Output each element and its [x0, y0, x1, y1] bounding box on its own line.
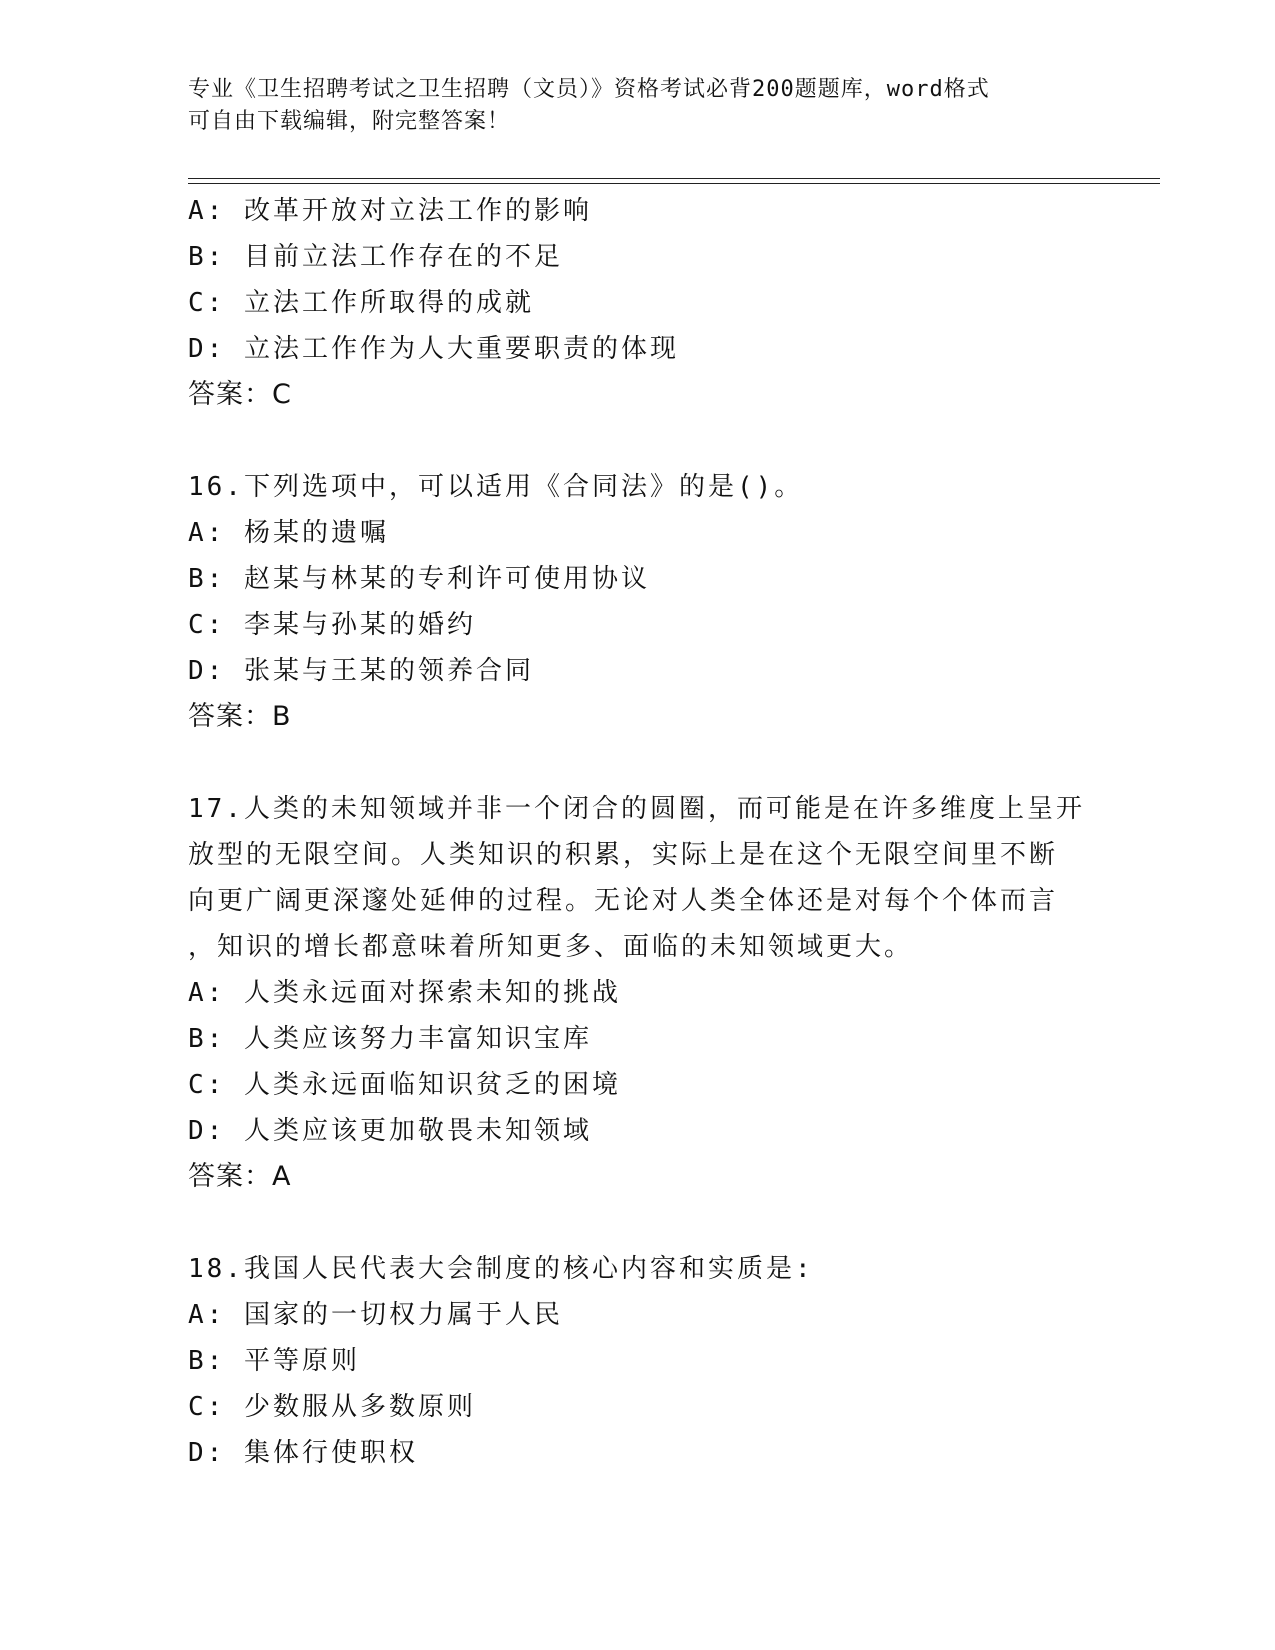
- question-17: [188, 786, 1088, 1200]
- q17-option-b: B: 人类应该努力丰富知识宝库: [188, 1024, 592, 1054]
- document-header: [188, 74, 1068, 138]
- question-15: [188, 188, 1088, 418]
- q15-option-d: D: 立法工作作为人大重要职责的体现: [188, 334, 679, 364]
- q16-option-b: B: 赵某与林某的专利许可使用协议: [188, 564, 650, 594]
- q15-option-c: C: 立法工作所取得的成就: [188, 288, 534, 318]
- question-18: [188, 1246, 1088, 1476]
- q17-answer: 答案：A: [188, 1161, 292, 1192]
- header-line-2: 可自由下载编辑，附完整答案！: [188, 109, 511, 134]
- q15-answer: 答案：C: [188, 379, 292, 410]
- q17-option-a: A: 人类永远面对探索未知的挑战: [188, 978, 621, 1008]
- q17-option-c: C: 人类永远面临知识贫乏的困境: [188, 1070, 621, 1100]
- q18-stem: 18.我国人民代表大会制度的核心内容和实质是:: [188, 1254, 814, 1284]
- spacer: [188, 740, 1088, 786]
- spacer: [188, 1200, 1088, 1246]
- q18-option-a: A: 国家的一切权力属于人民: [188, 1300, 563, 1330]
- header-rule-top: [188, 178, 1160, 179]
- q16-option-c: C: 李某与孙某的婚约: [188, 610, 476, 640]
- q16-option-a: A: 杨某的遗嘱: [188, 518, 389, 548]
- q18-option-d: D: 集体行使职权: [188, 1438, 418, 1468]
- q17-stem-line-4: ，知识的增长都意味着所知更多、面临的未知领域更大。: [188, 932, 914, 962]
- q17-stem-line-2: 放型的无限空间。人类知识的积累，实际上是在这个无限空间里不断: [188, 840, 1059, 870]
- q15-option-a: A: 改革开放对立法工作的影响: [188, 196, 592, 226]
- q16-stem: 16.下列选项中，可以适用《合同法》的是()。: [188, 472, 804, 502]
- header-line-1: 专业《卫生招聘考试之卫生招聘（文员）》资格考试必背200题题库，word格式: [188, 77, 990, 102]
- q18-option-c: C: 少数服从多数原则: [188, 1392, 476, 1422]
- q18-option-b: B: 平等原则: [188, 1346, 360, 1376]
- spacer: [188, 418, 1088, 464]
- q16-answer: 答案：B: [188, 701, 292, 732]
- q17-stem-line-3: 向更广阔更深邃处延伸的过程。无论对人类全体还是对每个个体而言: [188, 886, 1059, 916]
- q17-stem-line-1: 17.人类的未知领域并非一个闭合的圆圈，而可能是在许多维度上呈开: [188, 794, 1085, 824]
- question-16: [188, 464, 1088, 740]
- header-rule-bottom: [188, 183, 1160, 184]
- q16-option-d: D: 张某与王某的领养合同: [188, 656, 534, 686]
- question-list: [188, 188, 1088, 1476]
- q17-option-d: D: 人类应该更加敬畏未知领域: [188, 1116, 592, 1146]
- q15-option-b: B: 目前立法工作存在的不足: [188, 242, 563, 272]
